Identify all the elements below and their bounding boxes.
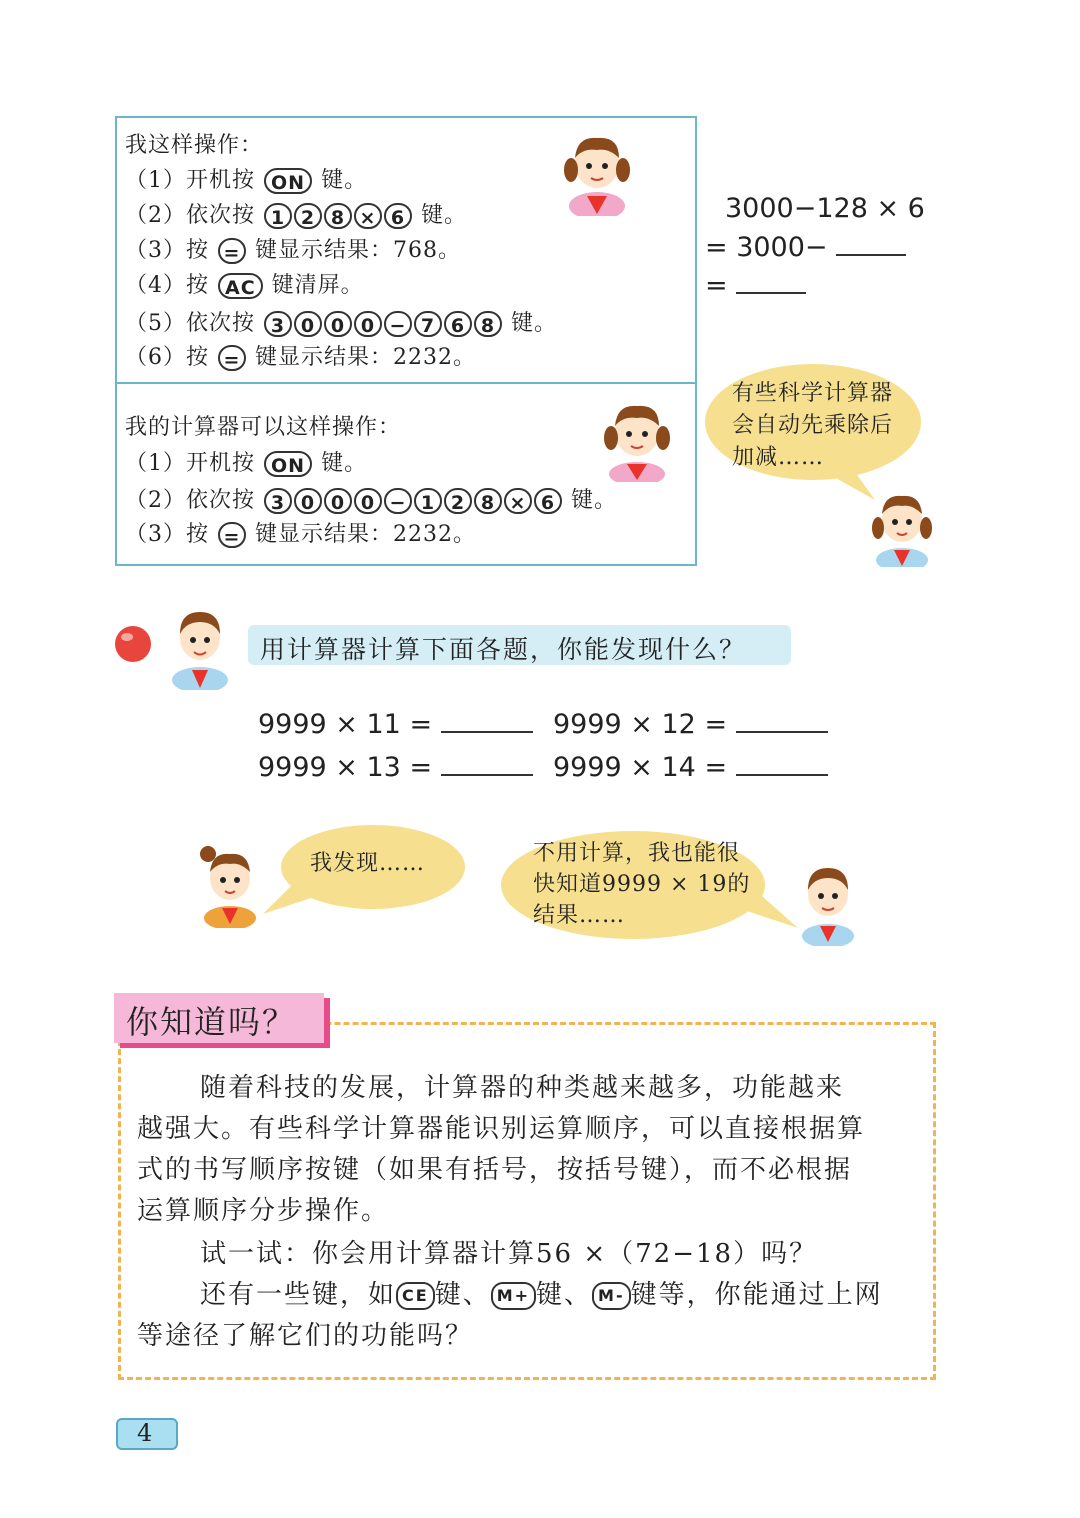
red-ball-icon bbox=[113, 624, 153, 664]
key-times: × bbox=[504, 488, 532, 514]
box1-step-2: （2）依次按 1 2 8 × 6 键。 bbox=[125, 203, 468, 229]
question-1: 9999 × 11 = bbox=[258, 707, 533, 740]
did-you-know-title: 你知道吗？ bbox=[126, 1003, 297, 1041]
key-0: 0 bbox=[324, 311, 352, 337]
side-calc-line-1: 3000−128 × 6 bbox=[725, 193, 925, 224]
key-6: 6 bbox=[534, 488, 562, 514]
answer-blank bbox=[441, 750, 533, 776]
question-3: 9999 × 13 = bbox=[258, 750, 533, 783]
para-1-line-3: 式的书写顺序按键（如果有括号，按括号键），而不必根据 bbox=[137, 1155, 853, 1185]
on-key: ON bbox=[264, 451, 312, 477]
side-calc-line-2: = 3000− bbox=[705, 230, 906, 263]
boy-illustration bbox=[790, 854, 862, 946]
girl-illustration bbox=[597, 392, 677, 482]
key-2: 2 bbox=[444, 488, 472, 514]
key-8: 8 bbox=[474, 311, 502, 337]
key-0: 0 bbox=[354, 311, 382, 337]
operation-box-2 bbox=[115, 382, 697, 566]
box1-heading: 我这样操作： bbox=[125, 133, 264, 158]
key-6: 6 bbox=[444, 311, 472, 337]
key-times: × bbox=[354, 203, 382, 229]
box1-step-5: （5）依次按 3 0 0 0 − 7 6 8 键。 bbox=[125, 311, 558, 337]
para-2: 试一试：你会用计算器计算56 ×（72−18）吗？ bbox=[200, 1239, 818, 1269]
answer-blank bbox=[736, 750, 828, 776]
box2-step-3: （3）按 = 键显示结果：2232。 bbox=[125, 522, 476, 548]
equals-key: = bbox=[218, 238, 246, 264]
key-0: 0 bbox=[294, 488, 322, 514]
key-0: 0 bbox=[324, 488, 352, 514]
box1-step-1: （1）开机按 ON 键。 bbox=[125, 168, 368, 194]
girl-illustration bbox=[557, 126, 637, 216]
bubble-left-text: 我发现…… bbox=[310, 851, 426, 876]
m-minus-key: M- bbox=[592, 1282, 631, 1310]
key-minus: − bbox=[384, 488, 412, 514]
box2-step-1: （1）开机按 ON 键。 bbox=[125, 451, 368, 477]
answer-blank bbox=[441, 707, 533, 733]
page-number: 4 bbox=[137, 1419, 153, 1447]
key-1: 1 bbox=[414, 488, 442, 514]
equals-key: = bbox=[218, 522, 246, 548]
m-plus-key: M+ bbox=[491, 1282, 536, 1310]
key-7: 7 bbox=[414, 311, 442, 337]
key-0: 0 bbox=[354, 488, 382, 514]
key-6: 6 bbox=[384, 203, 412, 229]
key-0: 0 bbox=[294, 311, 322, 337]
para-1-line-4: 运算顺序分步操作。 bbox=[137, 1196, 390, 1226]
equals-key: = bbox=[218, 345, 246, 371]
answer-blank bbox=[736, 707, 828, 733]
box1-step-4: （4）按 AC 键清屏。 bbox=[125, 273, 364, 299]
side-calc-line-3: = bbox=[705, 268, 806, 301]
para-1-line-2: 越强大。有些科学计算器能识别运算顺序，可以直接根据算 bbox=[137, 1114, 866, 1144]
girl-illustration bbox=[862, 482, 942, 567]
answer-blank bbox=[736, 268, 806, 294]
ac-key: AC bbox=[218, 273, 263, 299]
key-2: 2 bbox=[294, 203, 322, 229]
box2-heading: 我的计算器可以这样操作： bbox=[125, 415, 402, 440]
boy-illustration bbox=[160, 600, 240, 690]
task-prompt: 用计算器计算下面各题，你能发现什么？ bbox=[260, 635, 747, 664]
bubble-right-text: 不用计算，我也能很快知道9999 × 19的结果…… bbox=[533, 841, 751, 928]
key-minus: − bbox=[384, 311, 412, 337]
operation-box-1 bbox=[115, 116, 697, 384]
para-3-line-1: 还有一些键，如 CE 键、 M+ 键、 M- 键等，你能通过上网 bbox=[200, 1280, 883, 1310]
para-3-line-2: 等途径了解它们的功能吗？ bbox=[137, 1321, 474, 1351]
key-3: 3 bbox=[264, 311, 292, 337]
key-1: 1 bbox=[264, 203, 292, 229]
answer-blank bbox=[836, 230, 906, 256]
para-1-line-1: 随着科技的发展，计算器的种类越来越多，功能越来 bbox=[200, 1073, 845, 1103]
question-2: 9999 × 12 = bbox=[553, 707, 828, 740]
box1-step-3: （3）按 = 键显示结果：768。 bbox=[125, 238, 461, 264]
key-3: 3 bbox=[264, 488, 292, 514]
bubble-top-text: 有些科学计算器会自动先乘除后加减…… bbox=[732, 381, 894, 470]
key-8: 8 bbox=[324, 203, 352, 229]
key-8: 8 bbox=[474, 488, 502, 514]
box1-step-6: （6）按 = 键显示结果：2232。 bbox=[125, 345, 476, 371]
ce-key: CE bbox=[396, 1282, 435, 1310]
on-key: ON bbox=[264, 168, 312, 194]
question-4: 9999 × 14 = bbox=[553, 750, 828, 783]
box2-step-2: （2）依次按 3 0 0 0 − 1 2 8 × 6 键。 bbox=[125, 488, 618, 514]
